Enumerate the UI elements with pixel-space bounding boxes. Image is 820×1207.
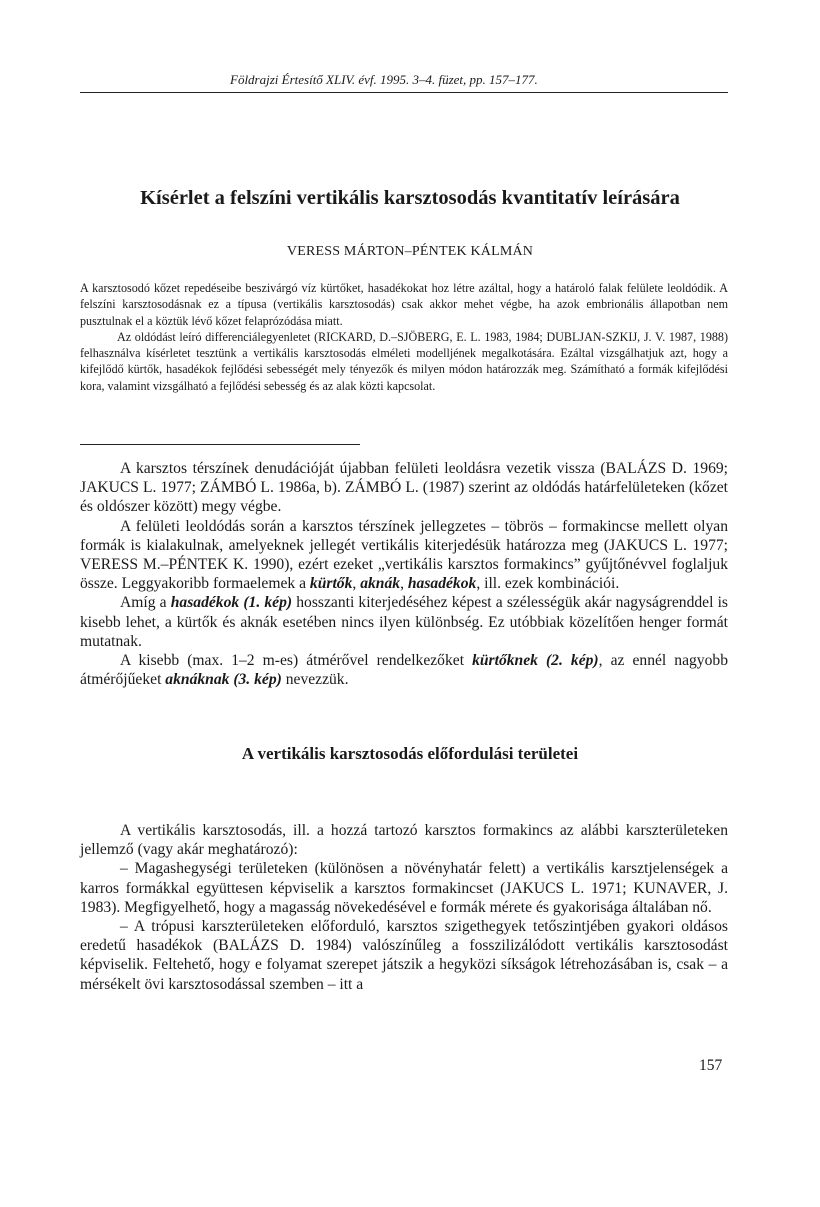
term-hasadekok-figure: hasadékok (1. kép): [170, 594, 293, 612]
section-paragraph-3: – A trópusi karszterületeken előforduló, karsztos szigethegyek tetőszintjében gyakori oldásos eredetű hasadékok (BALÁZS D. 1984) valószínűleg a fosszilizálódott vertikális karsztosodást képviselik. Feltehető, hogy e folyamat szerepet játszik a hegyközi síkságok létrehozásában is, csak – a mérsékelt övi karsztosodással szemben – itt a: [80, 918, 728, 993]
term-aknak: aknák: [360, 575, 401, 593]
term-kurtoknek-figure: kürtőknek (2. kép): [472, 652, 599, 670]
intro-paragraph-2: [80, 517, 728, 594]
section-paragraph-1: A vertikális karsztosodás, ill. a hozzá tartozó karsztos formakincs az alábbi karszterületeken jellemző (vagy akár meghatározó):: [80, 822, 728, 859]
intro-p3-lead: Amíg a: [120, 594, 171, 612]
section-paragraph-2: – Magashegységi területeken (különösen a növényhatár felett) a vertikális karsztjelenségek a karros formákkal együttesen képviselik a karsztos formakincset (JAKUCS L. 1971; KUNAVER, J. 1983). Megfigyelhető, hogy a magasság növekedésével e formák mérete és gyakorisága általában nő.: [80, 860, 728, 916]
header-rule: [80, 92, 728, 93]
abstract: [80, 280, 728, 394]
article-authors: VERESS MÁRTON–PÉNTEK KÁLMÁN: [286, 244, 534, 259]
intro-p3-tail: hosszanti kiterjedéséhez képest a szélességük akár nagyságrenddel is kisebb lehet, a kürtők és aknák esetében nincs ilyen különbség. Ez utóbbiak közelítően henger formát mutatnak.: [80, 594, 728, 650]
abstract-paragraph-1: A karsztosodó kőzet repedéseibe beszivárgó víz kürtőket, hasadékokat hoz létre azáltal, hogy a határoló falak felülete leoldódik. A felszíni karsztosodásnak ez a típusa (vertikális karsztosodás) csak akkor mehet végbe, ha azok embrionális állapotban nem pusztulnak el a köztük lévő kőzet felaprózódása miatt.: [80, 281, 728, 328]
abstract-paragraph-2: Az oldódást leíró differenciálegyenletet (RICKARD, D.–SJÖBERG, E. L. 1983, 1984; DUBLJAN-SZKIJ, J. V. 1987, 1988) felhasználva kísérletet tesztünk a vertikális karsztosodás elméleti modelljének megalkotására. Ezáltal vizsgálhatjuk azt, hogy a kifejlődő kürtők, hasadékok fejlődési sebességét mely tényezők és milyen módon határozzák meg. Számítható a formák kifejlődési kora, valamint vizsgálható a fejlődési sebesség és az alak közti kapcsolat.: [80, 329, 728, 393]
journal-header: Földrajzi Értesítő XLIV. évf. 1995. 3–4. füzet, pp. 157–177.: [230, 72, 538, 87]
intro-p2-sep-2: ,: [400, 575, 408, 593]
term-aknaknak-figure: aknáknak (3. kép): [165, 671, 282, 689]
section-text: [80, 821, 728, 994]
page-number: 157: [699, 1057, 723, 1074]
section-heading: A vertikális karsztosodás előfordulási területei: [241, 744, 579, 763]
intro-paragraph-3: [80, 593, 728, 651]
intro-text: [80, 459, 728, 689]
intro-p2-tail: , ill. ezek kombinációi.: [476, 575, 620, 593]
intro-p4-mid: , az ennél nagyobb átmérőjűeket: [80, 652, 728, 689]
term-hasadekok: hasadékok: [407, 575, 477, 593]
intro-p4-lead: A kisebb (max. 1–2 m-es) átmérővel rendelkezőket: [120, 652, 473, 670]
intro-p4-tail: nevezzük.: [281, 671, 349, 689]
intro-p2-sep-1: ,: [352, 575, 361, 593]
term-kurtok: kürtők: [309, 575, 353, 593]
abstract-separator: [80, 444, 360, 445]
intro-paragraph-1: A karsztos térszínek denudációját újabban felületi leoldásra vezetik vissza (BALÁZS D. 1969; JAKUCS L. 1977; ZÁMBÓ L. 1986a, b). ZÁMBÓ L. (1987) szerint az oldódás határfelületeken (kőzet és oldószer között) megy végbe.: [80, 460, 728, 516]
intro-p2-text: A felületi leoldódás során a karsztos térszínek jellegzetes – töbrös – formakincse mellett olyan formák is kialakulnak, amelyeknek jellegét vertikális kiterjedésük határozza meg (JAKUCS L. 1977; VERESS M.–PÉNTEK K. 1990), ezért ezeket „vertikális karsztos formakincs” gyűjtőnévvel foglaljuk össze. Leggyakoribb formaelemek a: [80, 517, 728, 593]
article-title: Kísérlet a felszíni vertikális karsztosodás kvantitatív leírására: [140, 187, 680, 209]
intro-paragraph-4: [80, 651, 728, 689]
